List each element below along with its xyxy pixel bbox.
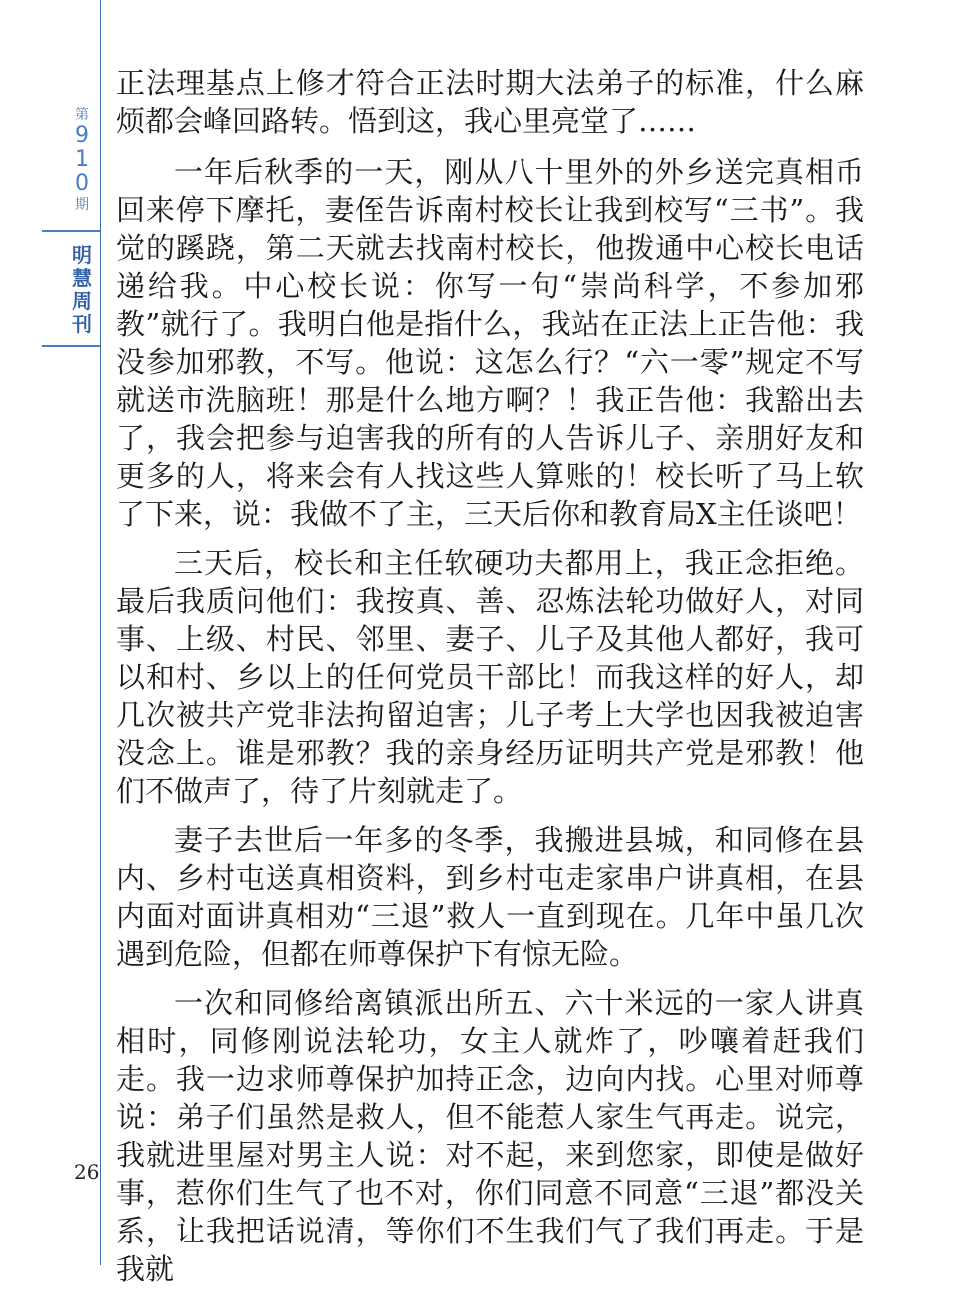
issue-number <box>62 124 102 196</box>
paragraph: 一次和同修给离镇派出所五、六十米远的一家人讲真相时，同修刚说法轮功，女主人就炸了，吵嚷着赶我们走。我一边求师尊保护加持正念，边向内找。心里对师尊说：弟子们虽然是救人，但不能惹人家生气再走。说完，我就进里屋对男主人说：对不起，来到您家，即使是做好事，惹你们生气了也不对，你们同意不同意“三退”都没关系，让我把话说清，等你们不生我们气了我们再走。于是我就 <box>116 986 864 1286</box>
article-body <box>116 64 864 1299</box>
sidebar-divider-bottom <box>42 345 100 347</box>
magazine-title <box>62 244 102 336</box>
magazine-title-char: 明 <box>72 243 92 267</box>
issue-digit: 0 <box>75 171 89 196</box>
sidebar-divider-top <box>42 230 100 232</box>
issue-digit: 1 <box>75 147 89 172</box>
paragraph: 三天后，校长和主任软硬功夫都用上，我正念拒绝。最后我质问他们：我按真、善、忍炼法轮功做好人，对同事、上级、村民、邻里、妻子、儿子及其他人都好，我可以和村、乡以上的任何党员干部比！而我这样的好人，却几次被共产党非法拘留迫害；儿子考上大学也因我被迫害没念上。谁是邪教？我的亲身经历证明共产党是邪教！他们不做声了，待了片刻就走了。 <box>116 546 864 808</box>
page-sidebar <box>0 0 100 1265</box>
issue-label <box>62 106 102 214</box>
issue-suffix: 期 <box>75 197 89 213</box>
issue-digit: 9 <box>75 123 89 148</box>
page-number: 26 <box>74 1160 100 1184</box>
paragraph: 正法理基点上修才符合正法时期大法弟子的标准，什么麻烦都会峰回路转。悟到这，我心里亮堂了…… <box>116 66 864 138</box>
paragraph: 妻子去世后一年多的冬季，我搬进县城，和同修在县内、乡村屯送真相资料，到乡村屯走家串户讲真相，在县内面对面讲真相劝“三退”救人一直到现在。几年中虽几次遇到危险，但都在师尊保护下有惊无险。 <box>116 823 864 971</box>
issue-prefix: 第 <box>75 107 89 123</box>
magazine-title-char: 周 <box>72 289 92 313</box>
magazine-title-char: 刊 <box>72 312 92 336</box>
paragraph: 一年后秋季的一天，刚从八十里外的外乡送完真相币回来停下摩托，妻侄告诉南村校长让我到校写“三书”。我觉的蹊跷，第二天就去找南村校长，他拨通中心校长电话递给我。中心校长说：你写一句“崇尚科学，不参加邪教”就行了。我明白他是指什么，我站在正法上正告他：我没参加邪教，不写。他说：这怎么行？“六一零”规定不写就送市洗脑班！那是什么地方啊？！我正告他：我豁出去了，我会把参与迫害我的所有的人告诉儿子、亲朋好友和更多的人，将来会有人找这些人算账的！校长听了马上软了下来，说：我做不了主，三天后你和教育局X主任谈吧！ <box>116 155 864 531</box>
magazine-title-char: 慧 <box>72 266 92 290</box>
